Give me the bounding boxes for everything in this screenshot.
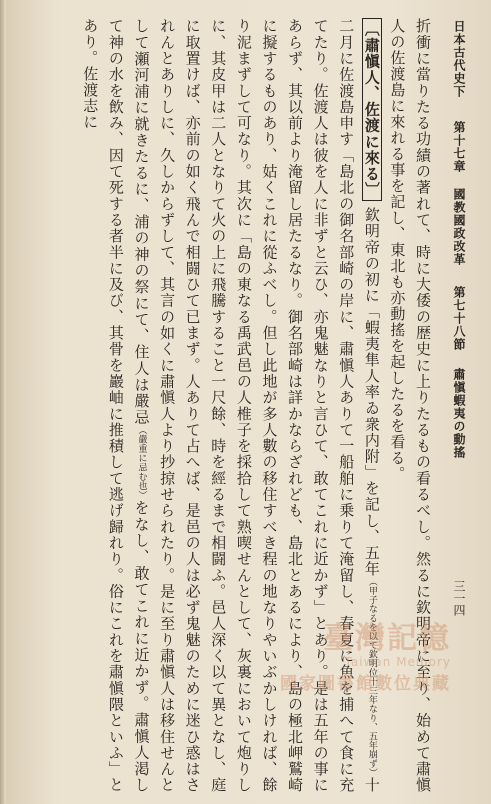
page-number-column [444, 20, 474, 780]
main-text [15, 18, 435, 793]
chapter-title: 國教國政改革 [452, 188, 466, 267]
paragraph-2-text-a: 欽明帝の初に「蝦夷隼人率ゐ衆内附」を記し、五年 [362, 206, 381, 577]
paragraph-2-text-b: 十二月に佐渡島申す「島北の御名部崎の岸に、肅愼人ありて一船舶に乗りて淹留し、春夏に魚を捕へて食に充てたり。佐渡人は彼を人に非ずと云ひ、亦鬼魅なりと言ひて、敢てこれに近かず」とあり。是は五年の事にあらず、其以前より淹留し居たるなり。御名部崎は詳かならざれども、島北とあるにより、島の極北岬鷲崎に擬するものあり、姑くこれに從ふべし。但し此地が多人數の移住すべき程の地なりやいぶかしければ、餘り泥まずして可なり。其次に「島の東なる禹武邑の人椎子を採拾して熟喫せんとして、灰裏において炮りしに、其皮甲は二人となりて火の上に飛騰すること一尺餘、時を經るまで相闘ふ。邑人深く以て異となし、庭に取置けば、亦前の如く飛んで相闘ひて已まず。人ありて占へば、是邑の人は必ず鬼魅のために迷ひ惑はされんとありしに、久しからずして、其言の如くに肅愼人より抄掠せられたり。是に至り肅愼人は移住せんとして瀬河浦に就きたるに、浦の神の祭にて、住人は嚴忌 [132, 18, 381, 793]
watermark-english: Taiwan Memory [344, 655, 451, 669]
section-heading: 〔肅愼人、佐渡に來る〕 [362, 18, 382, 201]
paragraph-1: 折衝に當りたる功績の著れて、時に大倭の歴史に上りたるもの看るべし。然るに欽明帝に至り、始めて肅愼人の佐渡島に來れる事を記し、東北も亦動搖を起したるを看る。 [388, 18, 432, 793]
page-number: 三一四 [452, 580, 466, 616]
paragraph-2-text-c: をなし、敢てこれに近かず。肅愼人渇して神の水を飲み、因て死する者半に及び、其骨を巖岫に推積して逃げ歸れり。俗にこれを肅愼隈といふ」とあり。佐渡志に [81, 18, 151, 793]
inline-note-2: （嚴重に忌む也） [136, 425, 147, 500]
book-title: 日本古代史下 [452, 20, 466, 98]
watermark-chinese: 國家圖書館數位典藏 [280, 674, 451, 694]
paragraph-2 [77, 18, 384, 793]
watermark-logo: 臺灣記憶 [323, 621, 451, 656]
section-label: 第七十八節 [452, 285, 466, 351]
chapter-label: 第十七章 [452, 121, 466, 174]
section-title: 肅愼蝦夷の動搖 [452, 367, 466, 459]
inline-note: （甲子なるを以て欽明位十三年なり、五年崩ず） [366, 577, 377, 778]
